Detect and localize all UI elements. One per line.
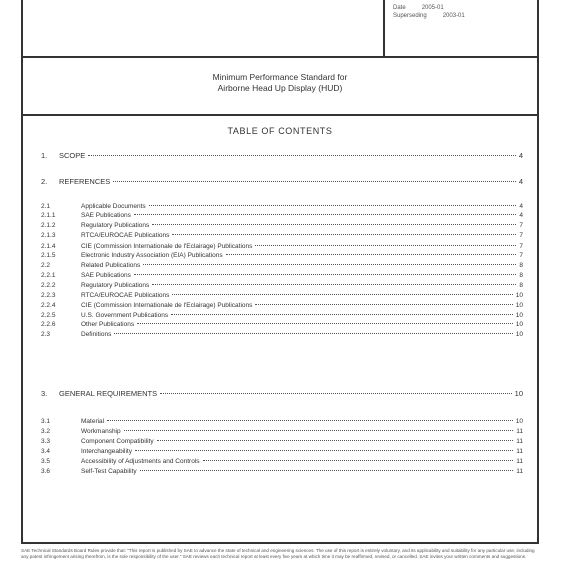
toc-leader-dots <box>107 420 513 421</box>
toc-entry-number: 2.1.1 <box>41 212 56 219</box>
footer-disclaimer: SAE Technical Standards Board Rules provide that: "This report is published by SAE to advance the state of technical and engineering sciences. The use of this report is entirely voluntary, and its applicability and suitability for any particular use, including any patent infringement arising therefrom, is the sole responsibility of the user." SAE reviews each technical report at least every five years at which time it may be reaffirmed, revised, or cancelled. SAE invites your written comments and suggestions. <box>21 548 535 559</box>
toc-entry <box>41 262 523 270</box>
toc-entry-label: Definitions <box>81 331 112 338</box>
toc-entry <box>41 222 523 230</box>
title-divider <box>23 114 537 116</box>
toc-entry <box>41 212 523 220</box>
toc-entry-page: 10 <box>514 389 523 398</box>
header-meta <box>393 4 465 20</box>
toc-entry-number: 2.1 <box>41 203 51 210</box>
toc-entry-page: 10 <box>515 418 523 425</box>
toc-entry-number: 2.1.4 <box>41 243 56 250</box>
toc-entry-label: Component Compatibility <box>81 438 154 445</box>
toc-leader-dots <box>255 304 512 305</box>
toc-entry <box>41 252 523 260</box>
toc-leader-dots <box>140 470 514 471</box>
toc-entry <box>41 152 523 160</box>
toc-leader-dots <box>255 245 516 246</box>
toc-entry-number: 2.2.1 <box>41 272 56 279</box>
toc-entry <box>41 178 523 186</box>
toc-entry-page: 11 <box>516 428 523 435</box>
toc-entry <box>41 282 523 290</box>
toc-heading: TABLE OF CONTENTS <box>227 126 333 136</box>
toc-entry-page: 8 <box>519 262 523 269</box>
toc-entry-page: 11 <box>516 458 523 465</box>
toc-entry-label: RTCA/EUROCAE Publications <box>81 232 170 239</box>
toc-entry-number: 2. <box>41 177 48 186</box>
document-title-line-1: Minimum Performance Standard for <box>212 72 348 82</box>
toc-entry-label: Regulatory Publications <box>81 222 150 229</box>
toc-leader-dots <box>172 234 516 235</box>
toc-leader-dots <box>113 181 516 182</box>
toc-leader-dots <box>157 440 514 441</box>
toc-entry <box>41 302 523 310</box>
toc-entry-page: 4 <box>518 177 523 186</box>
toc-entry <box>41 390 523 398</box>
toc-entry-label: Applicable Documents <box>81 203 146 210</box>
toc-entry <box>41 243 523 251</box>
toc-entry-label: Self-Test Capability <box>81 468 137 475</box>
toc-entry-label: REFERENCES <box>59 177 111 186</box>
toc-entry-label: Regulatory Publications <box>81 282 150 289</box>
toc-entry-number: 2.3 <box>41 331 51 338</box>
header-meta-row <box>393 4 465 12</box>
toc-leader-dots <box>135 450 513 451</box>
toc-entry-label: Workmanship <box>81 428 121 435</box>
toc-entry-page: 10 <box>515 321 523 328</box>
toc-entry-page: 11 <box>516 448 523 455</box>
toc-leader-dots <box>114 333 512 334</box>
meta-label: Superseding <box>393 13 427 19</box>
toc-entry-number: 2.2.6 <box>41 321 56 328</box>
toc-leader-dots <box>143 264 516 265</box>
toc-entry-label: CIE (Commission Internationale de l'Eclairage) Publications <box>81 302 253 309</box>
toc-entry-number: 2.2.2 <box>41 282 56 289</box>
page-frame <box>21 0 539 544</box>
toc-entry-page: 7 <box>519 252 523 259</box>
toc-entry-page: 10 <box>515 312 523 319</box>
toc-entry-number: 2.2 <box>41 262 51 269</box>
toc-entry <box>41 292 523 300</box>
toc-entry-label: U.S. Government Publications <box>81 312 169 319</box>
toc-entry-page: 4 <box>519 203 523 210</box>
header-meta-row <box>393 12 465 20</box>
toc-entry-number: 2.2.5 <box>41 312 56 319</box>
toc-entry <box>41 458 523 466</box>
toc-entry-page: 8 <box>519 272 523 279</box>
toc-entry-label: Accessibility of Adjustments and Controls <box>81 458 200 465</box>
toc-entry-number: 3.4 <box>41 448 51 455</box>
toc-entry-label: Related Publications <box>81 262 141 269</box>
toc-entry-label: SAE Publications <box>81 212 131 219</box>
toc-entry <box>41 331 523 339</box>
toc-entry <box>41 438 523 446</box>
toc-leader-dots <box>134 274 517 275</box>
toc-entry-page: 7 <box>519 232 523 239</box>
meta-value: 2003-01 <box>442 13 465 19</box>
toc-entry-label: RTCA/EUROCAE Publications <box>81 292 170 299</box>
toc-leader-dots <box>152 224 516 225</box>
toc-entry <box>41 232 523 240</box>
header-divider-vertical <box>383 0 385 56</box>
toc-entry-number: 3.3 <box>41 438 51 445</box>
toc-leader-dots <box>88 155 516 156</box>
toc-entry-page: 7 <box>519 222 523 229</box>
toc-leader-dots <box>149 205 517 206</box>
toc-entry-page: 11 <box>516 468 523 475</box>
toc-leader-dots <box>152 284 516 285</box>
toc-entry-number: 2.1.5 <box>41 252 56 259</box>
toc-entry-page: 8 <box>519 282 523 289</box>
toc-entry <box>41 448 523 456</box>
toc-entry-label: SAE Publications <box>81 272 131 279</box>
toc-entry-number: 1. <box>41 151 48 160</box>
toc-entry <box>41 418 523 426</box>
toc-entry <box>41 272 523 280</box>
meta-value: 2005-01 <box>421 5 444 11</box>
toc-entry-number: 3.5 <box>41 458 51 465</box>
toc-entry-page: 11 <box>516 438 523 445</box>
document-title-line-2: Airborne Head Up Display (HUD) <box>217 83 343 93</box>
toc-entry-page: 4 <box>518 151 523 160</box>
toc-leader-dots <box>203 460 514 461</box>
toc-entry-number: 3.1 <box>41 418 51 425</box>
meta-label: Date <box>393 5 406 11</box>
toc-entry-number: 3.6 <box>41 468 51 475</box>
toc-entry-page: 4 <box>519 212 523 219</box>
toc-leader-dots <box>137 323 513 324</box>
toc-leader-dots <box>124 430 514 431</box>
toc-entry-number: 2.2.4 <box>41 302 56 309</box>
toc-entry-label: SCOPE <box>59 151 86 160</box>
toc-entry-page: 10 <box>515 302 523 309</box>
toc-entry-label: Other Publications <box>81 321 135 328</box>
toc-entry-number: 3. <box>41 389 48 398</box>
toc-entry-number: 2.1.3 <box>41 232 56 239</box>
toc-entry-number: 2.1.2 <box>41 222 56 229</box>
toc-entry-number: 3.2 <box>41 428 51 435</box>
toc-leader-dots <box>171 314 513 315</box>
toc-entry-label: Electronic Industry Association (EIA) Publications <box>81 252 223 259</box>
document-title-box <box>23 58 537 114</box>
toc-entry <box>41 428 523 436</box>
toc-leader-dots <box>226 254 517 255</box>
toc-entry <box>41 321 523 329</box>
toc-entry-label: Material <box>81 418 105 425</box>
toc-leader-dots <box>134 214 517 215</box>
toc-entry-label: CIE (Commission Internationale de l'Eclairage) Publications <box>81 243 253 250</box>
toc-entry-page: 7 <box>519 243 523 250</box>
toc-entry <box>41 312 523 320</box>
toc-entry-label: Interchangeability <box>81 448 132 455</box>
toc-entry-label: GENERAL REQUIREMENTS <box>59 389 158 398</box>
toc-leader-dots <box>172 294 512 295</box>
toc-entry <box>41 203 523 211</box>
toc-entry-page: 10 <box>515 331 523 338</box>
toc-leader-dots <box>160 393 512 394</box>
toc-entry <box>41 468 523 476</box>
toc-entry-number: 2.2.3 <box>41 292 56 299</box>
toc-entry-page: 10 <box>515 292 523 299</box>
